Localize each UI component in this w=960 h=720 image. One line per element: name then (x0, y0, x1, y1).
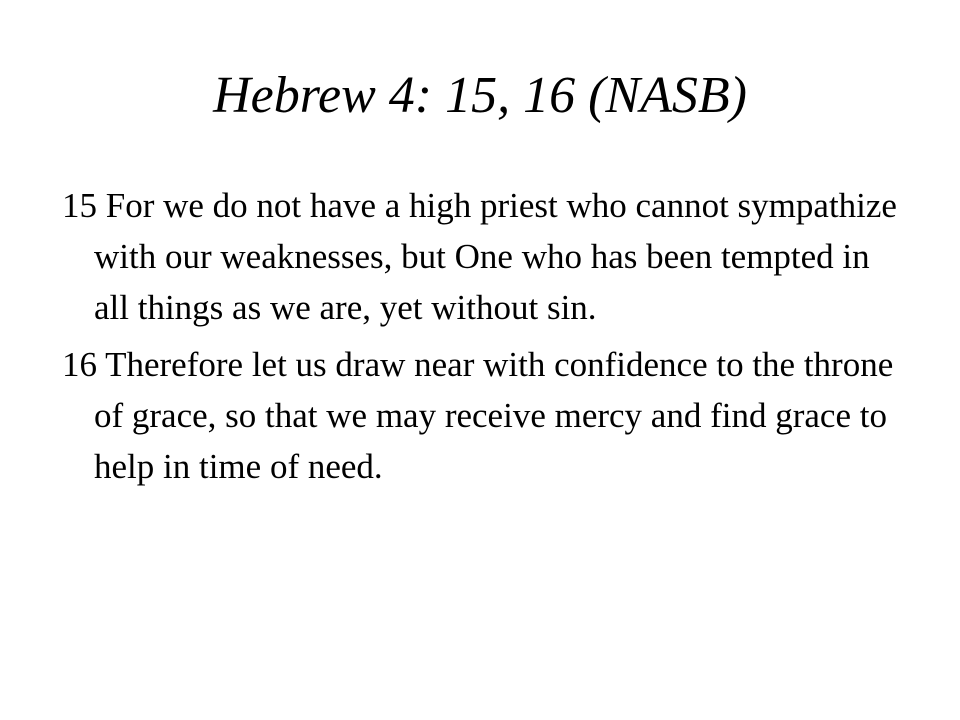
slide-title: Hebrew 4: 15, 16 (NASB) (213, 67, 747, 124)
verse-16: 16 Therefore let us draw near with confidence to the throne of grace, so that we may receive mercy and find grace to help in time of need. (62, 345, 894, 486)
verse-15: 15 For we do not have a high priest who cannot sympathize with our weaknesses, but One who has been tempted in all things as we are, yet without sin. (62, 186, 897, 327)
slide-body (62, 180, 912, 498)
